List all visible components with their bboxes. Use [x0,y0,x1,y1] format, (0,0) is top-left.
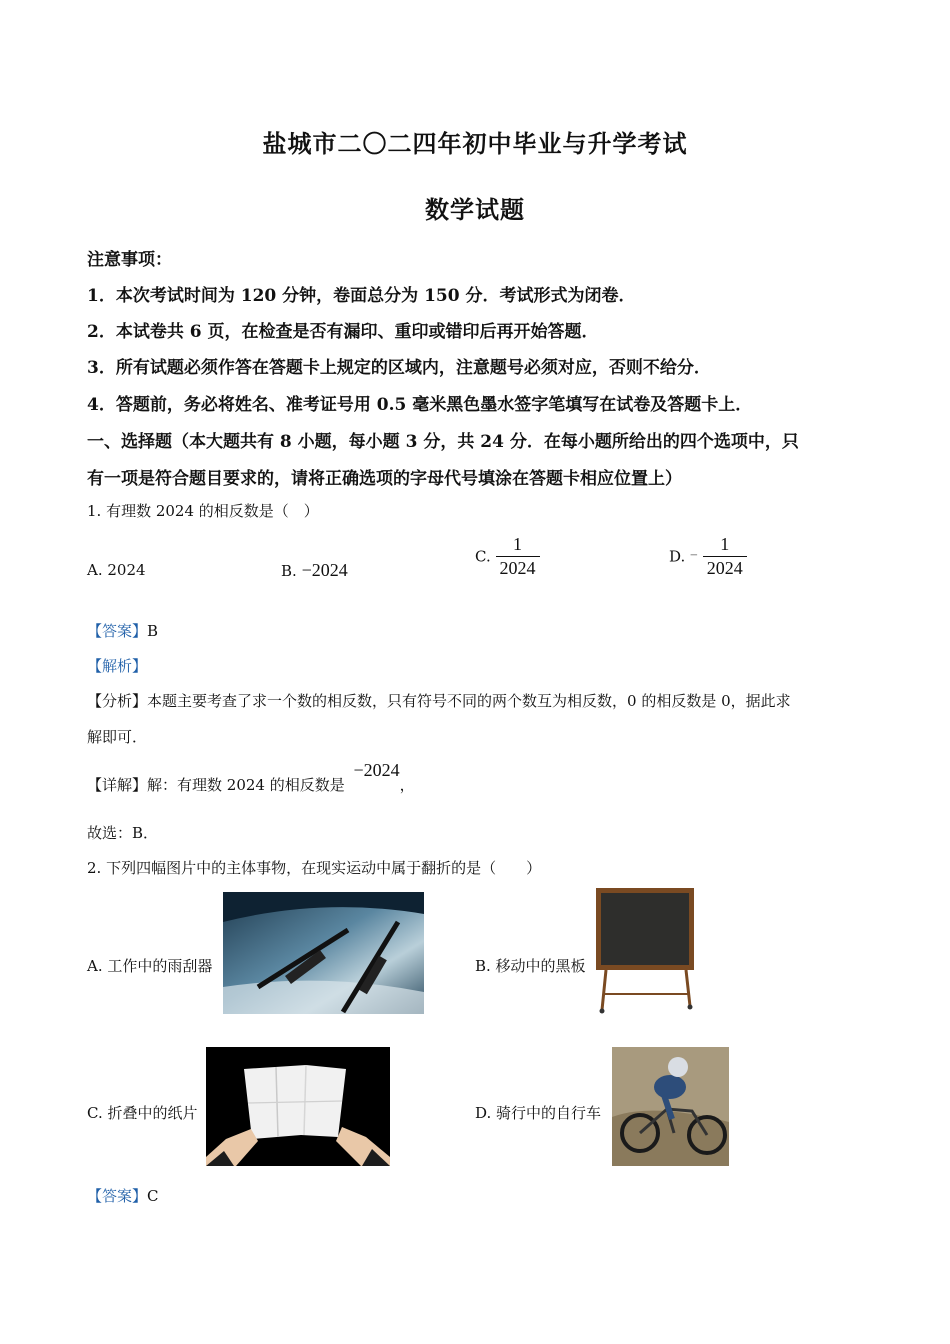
exam-title: 盐城市二〇二四年初中毕业与升学考试 [262,129,688,158]
q1-detail-text: 解：有理数 2024 的相反数是 [147,776,345,794]
folded-paper-image [206,1047,390,1166]
q2-option-c: C. 折叠中的纸片 [87,1104,198,1122]
notice-item-2: 2．本试卷共 6 页，在检查是否有漏印、重印或错印后再开始答题． [87,322,599,342]
section-instruction-line-1: 一、选择题（本大题共有 8 小题，每小题 3 分，共 24 分．在每小题所给出的四个选项中，只 [87,432,799,452]
q1-option-b [281,560,348,581]
q1-option-d-label: D. [669,547,686,566]
exam-subtitle: 数学试题 [425,195,525,224]
q1-option-d-denominator: 2024 [706,558,743,578]
q1-option-d-numerator: 1 [720,534,730,554]
fraction-bar [496,556,540,557]
detail-label: 【详解】 [87,776,148,794]
analysis-label: 【分析】 [87,692,148,710]
q1-detail-end: ， [399,776,415,794]
q2-option-a: A. 工作中的雨刮器 [87,957,213,975]
q1-option-b-label: B. [281,562,297,580]
q1-option-a: A. 2024 [87,561,146,579]
q1-option-c-label: C. [475,547,491,566]
q2-answer [87,1185,159,1206]
windshield-wiper-image [223,892,424,1014]
q1-analysis-line-2: 解即可． [87,728,148,746]
q2-option-b: B. 移动中的黑板 [475,957,586,975]
q1-analysis-line-1: 本题主要考查了求一个数的相反数，只有符号不同的两个数互为相反数，0 的相反数是 0，据此求 [147,692,791,710]
q1-option-c [475,534,540,579]
bicycle-rider-image [612,1047,729,1166]
q1-option-d-sign: − [690,548,698,564]
q2-stem: 2. 下列四幅图片中的主体事物，在现实运动中属于翻折的是（ ） [87,859,542,877]
q1-option-d-fraction [703,534,747,579]
q1-detail [87,760,415,795]
answer-tag: 【答案】 [87,622,148,640]
q1-analysis-tag: 【解析】 [87,657,148,675]
q1-option-d [669,534,747,579]
notice-item-3: 3．所有试题必须作答在答题卡上规定的区域内，注意题号必须对应，否则不给分． [87,358,711,378]
q1-answer-value: B [147,622,159,640]
q2-answer-value: C [147,1187,159,1205]
q1-analysis [87,690,791,711]
q1-option-c-denominator: 2024 [499,558,536,578]
notice-item-1: 1．本次考试时间为 120 分钟，卷面总分为 150 分．考试形式为闭卷． [87,286,636,306]
q1-stem: 1. 有理数 2024 的相反数是（ ） [87,502,319,520]
answer-tag: 【答案】 [87,1187,148,1205]
q2-option-d: D. 骑行中的自行车 [475,1104,602,1122]
blackboard-image [594,886,698,1014]
section-instruction-line-2: 有一项是符合题目要求的，请将正确选项的字母代号填涂在答题卡相应位置上） [87,469,682,489]
q1-answer [87,620,158,641]
q1-option-b-value: −2024 [301,560,348,580]
notice-item-4: 4．答题前，务必将姓名、准考证号用 0.5 毫米黑色墨水签字笔填写在试卷及答题卡上． [87,395,753,415]
q1-option-c-numerator: 1 [513,534,522,554]
q1-option-c-fraction [496,534,540,579]
q1-conclusion: 故选：B． [87,824,159,842]
notice-heading: 注意事项： [87,250,172,270]
fraction-bar [703,556,747,557]
q1-detail-value: −2024 [353,760,400,780]
